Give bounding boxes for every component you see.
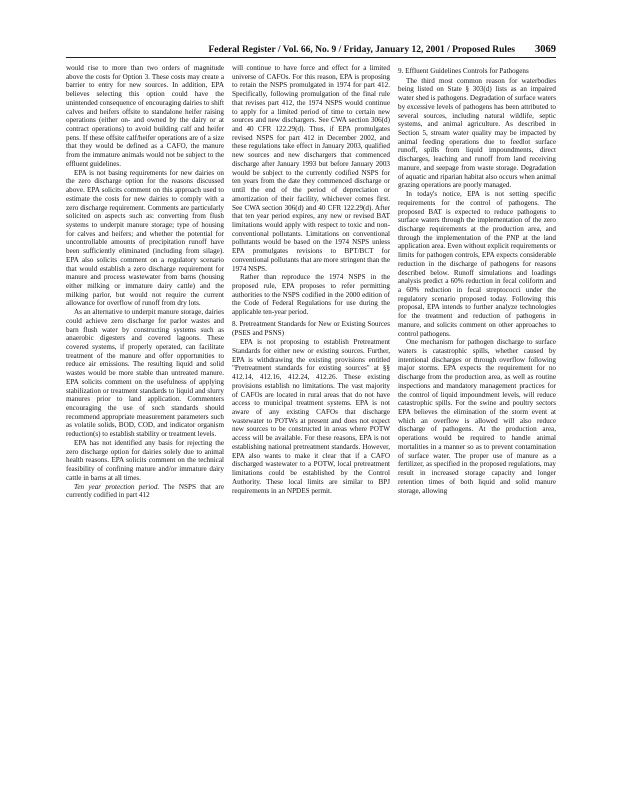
body-paragraph: The third most common reason for waterbodies being listed on State § 303(d) lists as an impaired water shed is pathogens. Degradation of surface waters by excessive levels of pathogens has been attributed to several sources, including natural wildlife, septic systems, and animal agriculture. As described in Section 5, stream water quality may be impacted by animal feeding operations due to feedlot surface runoff, spills from liquid impoundments, direct discharges, leaching and runoff from land receiving manure, and seepage from waste storage. Degradation of aquatic and riparian habitat also occurs when animal grazing operations are poorly managed.	[398, 76, 556, 190]
body-paragraph: would rise to more than two orders of magnitude above the costs for Option 3. These costs may create a barrier to entry for new sources. In addition, EPA believes selecting this option could have the unintended consequence of encouraging dairies to shift calves and heifers offsite to standalone heifer raising operations (either on- and owned by the dairy or at contract operations) to avoid building calf and heifer pens. If these offsite calf/heifer operations are of a size that they would be defined as a CAFO, the manure from the immature animals would not be subject to the effluent guidelines.	[66, 64, 224, 168]
column-left	[66, 64, 224, 780]
body-paragraph: In today's notice, EPA is not setting specific requirements for the control of pathogens. The proposed BAT is expected to reduce pathogens to surface waters through the implementation of the zero discharge requirements at the production area, and through the implementation of the PNP at the land application area. Even without explicit requirements or limits for pathogen controls, EPA expects considerable reduction in the discharge of pathogens for reasons described below. Runoff simulations and loadings analysis predict a 60% reduction in fecal coliform and a 60% reduction in fecal streptococci under the regulatory scenario proposed today. Following this proposal, EPA intends to further analyze technologies for the treatment and reduction of pathogens in manure, and solicits comment on other approaches to control pathogens.	[398, 190, 556, 338]
body-paragraph: One mechanism for pathogen discharge to surface waters is catastrophic spills, whether caused by intentional discharges or through overflow following major storms. EPA expects the requirement for no discharge from the production area, as well as routine inspections and mandatory management practices for the control of liquid impoundment levels, will reduce catastrophic spills. For the swine and poultry sectors EPA believes the elimination of the storm event at which an overflow is allowed will also reduce discharge of pathogens. At the production area, operations would be required to handle animal mortalities in a manner so as to prevent contamination of surface water. The proper use of manure as a fertilizer, as specified in the proposed regulations, may result in increased storage capacity and longer retention times of both liquid and solid manure storage, allowing	[398, 338, 556, 495]
header-rule	[66, 57, 556, 58]
column-middle	[232, 64, 390, 780]
body-paragraph: Rather than reproduce the 1974 NSPS in the proposed rule, EPA proposes to refer permitting authorities to the NSPS codified in the 2000 edition of the Code of Federal Regulations for use during the applicable ten-year period.	[232, 273, 390, 317]
italic-lead-in: Ten year protection period.	[74, 482, 160, 491]
text-columns	[66, 64, 556, 780]
header-citation: Federal Register / Vol. 66, No. 9 / Friday, January 12, 2001 / Proposed Rules	[208, 45, 515, 55]
section-heading: 8. Pretreatment Standards for New or Existing Sources (PSES and PSNS)	[232, 319, 390, 337]
page-number: 3069	[535, 44, 556, 55]
section-heading: 9. Effluent Guidelines Controls for Pathogens	[398, 67, 529, 75]
body-paragraph: EPA is not basing requirements for new dairies on the zero discharge option for the reasons discussed above. EPA solicits comment on this approach used to estimate the costs for new dairies to comply with a zero discharge requirement. Comments are particularly solicited on aspects such as: converting from flush systems to underpit manure storage; type of housing for calves and heifers; and whether the potential for uncontrollable amounts of precipitation runoff have been sufficiently eliminated (including from silage). EPA also solicits comment on a regulatory scenario that would establish a zero discharge requirement for manure and process wastewater from barns (housing either milking or immature dairy cattle) and the milking parlor, but would not require the current allowance for overflow of runoff from dry lots.	[66, 168, 224, 308]
body-paragraph: EPA is not proposing to establish Pretreatment Standards for either new or existing sources. Further, EPA is withdrawing the existing provisions entitled "Pretreatment standards for existing sources" at §§ 412.14, 412.16, 412.24, 412.26. These existing provisions establish no limitations. The vast majority of CAFOs are located in rural areas that do not have access to municipal treatment systems. EPA is not aware of any existing CAFOs that discharge wastewater to POTWs at present and does not expect new sources to be constructed in areas where POTW access will be available. For these reasons, EPA is not establishing national pretreatment standards. However, EPA also wants to make it clear that if a CAFO discharged wastewater to a POTW, local pretreatment limitations could be established by the Control Authority. These local limits are similar to BPJ requirements in an NPDES permit.	[232, 338, 390, 495]
paragraph-text: The NSPS that are currently codified in part 412	[66, 482, 224, 500]
body-paragraph	[66, 483, 224, 500]
body-paragraph: will continue to have force and effect for a limited universe of CAFOs. For this reason, EPA is proposing to retain the NSPS promulgated in 1974 for part 412. Specifically, following promulgation of the final rule that revises part 412, the 1974 NSPS would continue to apply for a limited period of time to certain new sources and new dischargers. See CWA section 306(d) and 40 CFR 122.29(d). Thus, if EPA promulgates revised NSPS for part 412 in December 2002, and these regulations take effect in January 2003, qualified new sources and new dischargers that commenced discharge after January 1993 but before January 2003 would be subject to the currently codified NSPS for ten years from the date they commenced discharge or until the end of the period of depreciation or amortization of their facility, whichever comes first. See CWA section 306(d) and 40 CFR 122.29(d). After that ten year period expires, any new or revised BAT limitations would apply with respect to toxic and non-conventional pollutants. Limitations on conventional pollutants would be based on the 1974 NSPS unless EPA promulgates revisions to BPT/BCT for conventional pollutants that are more stringent than the 1974 NSPS.	[232, 64, 390, 273]
body-paragraph: As an alternative to underpit manure storage, dairies could achieve zero discharge for parlor wastes and barn flush water by constructing systems such as anaerobic digesters and covered lagoons. These covered systems, if properly operated, can facilitate treatment of the manure and offer opportunities to reduce air emissions. The resulting liquid and solid wastes would be more stable than untreated manure. EPA solicits comment on the usefulness of applying stabilization or treatment standards to liquid and slurry manures prior to land application. Commenters encouraging the use of such standards should recommend appropriate measurement parameters such as volatile solids, BOD, COD, and indicator organism reduction(s) to establish stability or treatment levels.	[66, 308, 224, 439]
body-paragraph: EPA has not identified any basis for rejecting the zero discharge option for dairies solely due to animal health reasons. EPA solicits comment on the technical feasibility of confining mature and/or immature dairy cattle in barns at all times.	[66, 438, 224, 482]
column-right	[398, 64, 556, 780]
running-header	[66, 44, 556, 55]
